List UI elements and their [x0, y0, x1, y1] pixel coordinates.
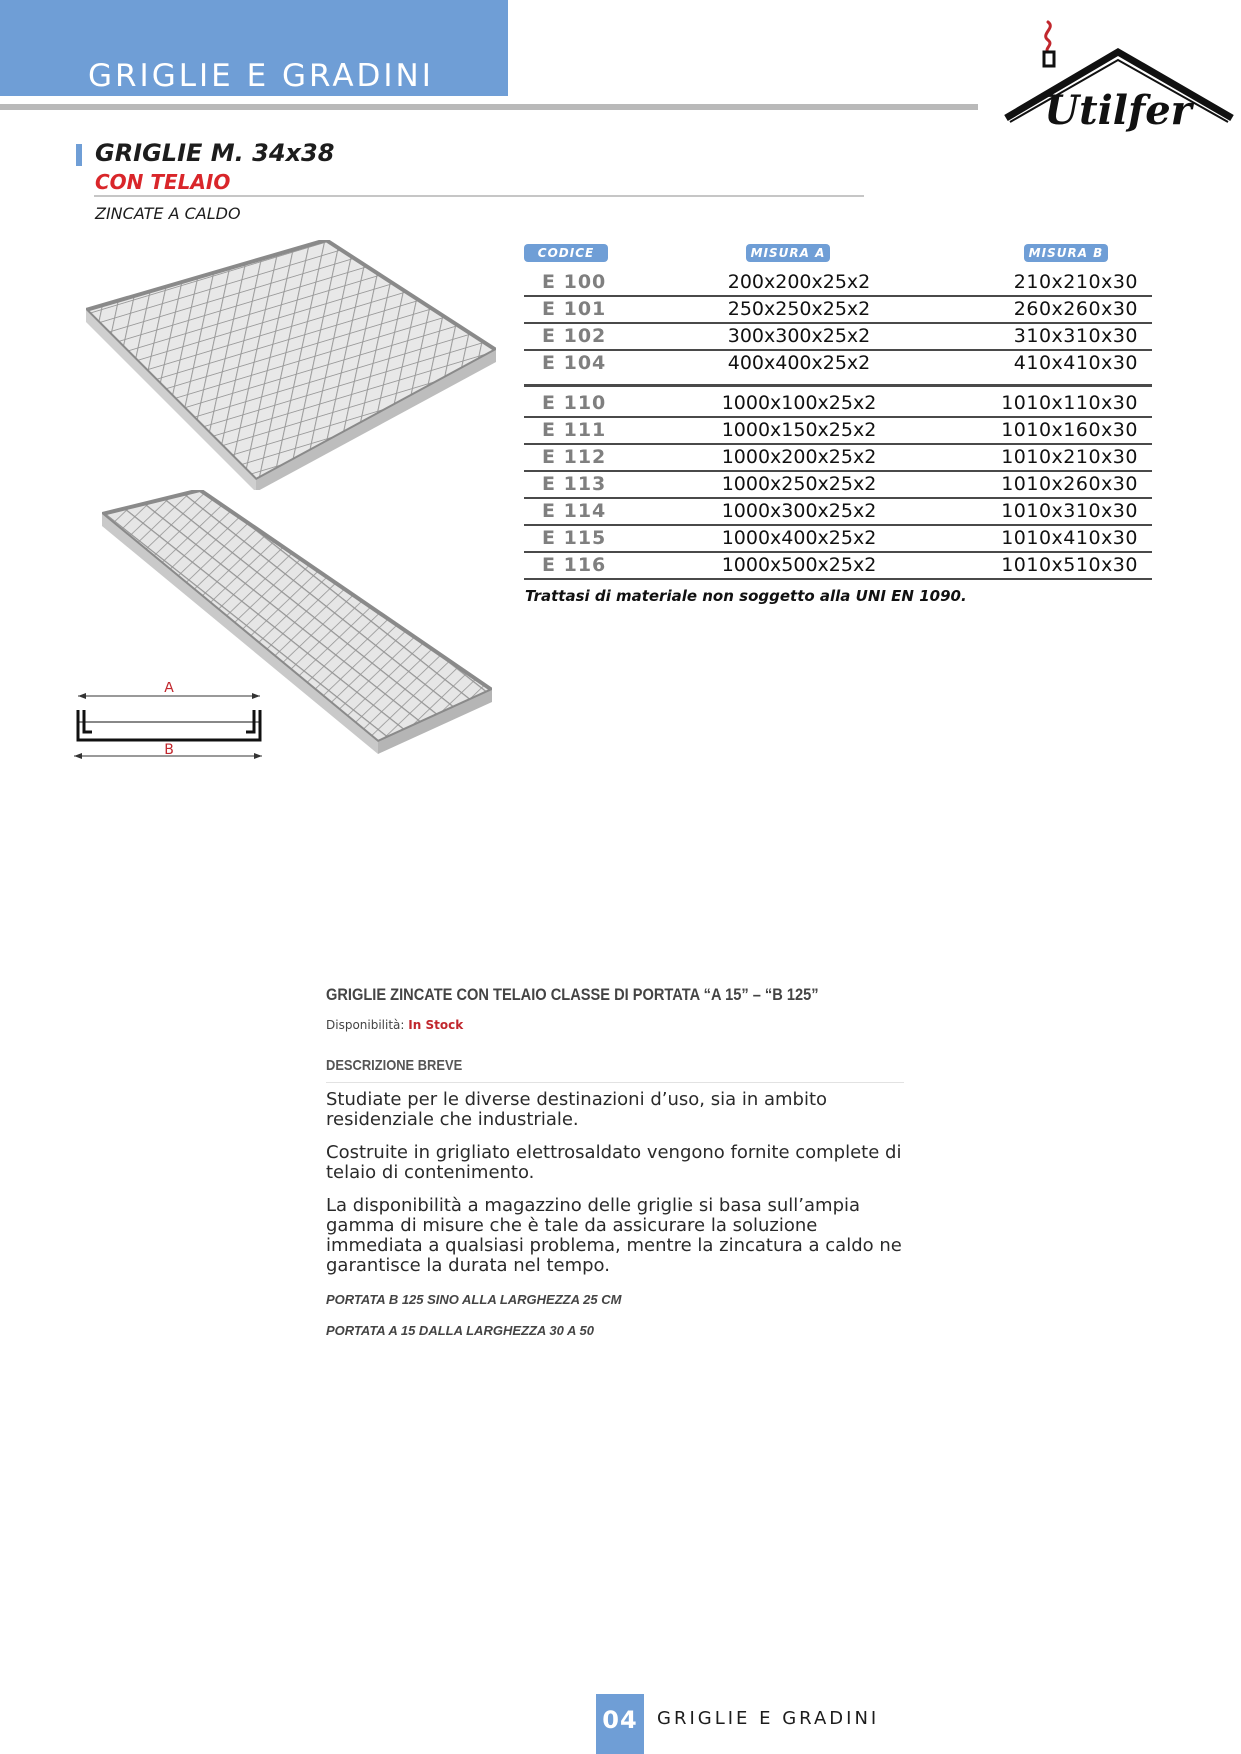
- table-row: [524, 322, 1152, 351]
- availability-label: Disponibilità:: [326, 1018, 405, 1032]
- cell-measure-a: 1000x300x25x2: [721, 500, 877, 522]
- table-header-code: CODICE: [524, 244, 608, 262]
- cell-measure-b: 1010x110x30: [1001, 392, 1138, 414]
- table-header-measure-a: MISURA A: [746, 244, 830, 262]
- table-group-divider: [524, 384, 1152, 387]
- description-paragraph: Studiate per le diverse destinazioni d’uso, sia in ambito residenziale che industriale.: [326, 1089, 828, 1130]
- description-divider: [326, 1082, 904, 1083]
- cell-measure-b: 260x260x30: [1013, 298, 1138, 320]
- section-note: ZINCATE A CALDO: [95, 204, 241, 223]
- svg-text:Utilfer: Utilfer: [1044, 87, 1192, 134]
- cell-measure-a: 400x400x25x2: [727, 352, 871, 374]
- utilfer-logo: [1000, 12, 1236, 148]
- page-number: 04: [602, 1706, 638, 1734]
- cell-code: E 116: [542, 554, 607, 576]
- cell-measure-b: 1010x210x30: [1001, 446, 1138, 468]
- cell-measure-a: 1000x500x25x2: [721, 554, 877, 576]
- load-class-caption: PORTATA B 125 SINO ALLA LARGHEZZA 25 CM: [326, 1292, 622, 1307]
- cell-measure-b: 1010x310x30: [1001, 500, 1138, 522]
- cell-measure-a: 250x250x25x2: [727, 298, 871, 320]
- load-class-caption: PORTATA A 15 DALLA LARGHEZZA 30 A 50: [326, 1323, 594, 1338]
- table-row: [524, 524, 1152, 553]
- cell-code: E 114: [542, 500, 607, 522]
- cell-measure-b: 310x310x30: [1013, 325, 1138, 347]
- cell-measure-b: 1010x160x30: [1001, 419, 1138, 441]
- frame-profile-diagram: [72, 682, 264, 766]
- dimension-label-a: A: [164, 682, 174, 696]
- cell-measure-b: 410x410x30: [1013, 352, 1138, 374]
- cell-measure-a: 1000x200x25x2: [721, 446, 877, 468]
- cell-measure-a: 200x200x25x2: [727, 271, 871, 293]
- table-row: [524, 349, 1152, 376]
- page-number-box: [596, 1694, 644, 1754]
- cell-code: E 110: [542, 392, 607, 414]
- cell-measure-a: 1000x400x25x2: [721, 527, 877, 549]
- description-heading: DESCRIZIONE BREVE: [326, 1057, 463, 1074]
- cell-code: E 115: [542, 527, 607, 549]
- table-row: [524, 295, 1152, 324]
- cell-code: E 102: [542, 325, 607, 347]
- header-title: GRIGLIE E GRADINI: [88, 58, 434, 94]
- cell-code: E 113: [542, 473, 607, 495]
- cell-code: E 104: [542, 352, 607, 374]
- table-row: [524, 416, 1152, 445]
- cell-code: E 111: [542, 419, 607, 441]
- table-row: [524, 443, 1152, 472]
- table-row: [524, 470, 1152, 499]
- cell-measure-a: 1000x250x25x2: [721, 473, 877, 495]
- cell-code: E 101: [542, 298, 607, 320]
- description-paragraph: La disponibilità a magazzino delle griglie si basa sull’ampia gamma di misure che è tale da assicurare la soluzione immediata a qualsiasi problema, mentre la zincatura a caldo ne garantisce la durata nel tempo.: [326, 1195, 902, 1276]
- cell-measure-b: 1010x510x30: [1001, 554, 1138, 576]
- cell-measure-b: 1010x260x30: [1001, 473, 1138, 495]
- cell-code: E 100: [542, 271, 607, 293]
- header-divider: [0, 104, 978, 110]
- cell-measure-a: 1000x150x25x2: [721, 419, 877, 441]
- table-row: [524, 497, 1152, 526]
- cell-measure-b: 210x210x30: [1013, 271, 1138, 293]
- table-row: [524, 551, 1152, 580]
- cell-measure-b: 1010x410x30: [1001, 527, 1138, 549]
- product-title: GRIGLIE ZINCATE CON TELAIO CLASSE DI PORTATA “A 15” – “B 125”: [326, 985, 819, 1004]
- cell-measure-a: 300x300x25x2: [727, 325, 871, 347]
- dimension-label-b: B: [164, 742, 174, 758]
- table-header-measure-b: MISURA B: [1024, 244, 1108, 262]
- square-grate-image: [86, 240, 496, 490]
- availability-status: In Stock: [408, 1018, 464, 1032]
- description-paragraph: Costruite in grigliato elettrosaldato vengono fornite complete di telaio di contenimento.: [326, 1142, 902, 1183]
- table-row: [524, 268, 1152, 297]
- table-row: [524, 389, 1152, 418]
- section-title: GRIGLIE M. 34x38: [95, 139, 335, 167]
- availability: [326, 1018, 463, 1032]
- footer-section-title: GRIGLIE E GRADINI: [657, 1708, 880, 1729]
- cell-code: E 112: [542, 446, 607, 468]
- section-accent-bar: [76, 144, 82, 166]
- table-footnote: Trattasi di materiale non soggetto alla UNI EN 1090.: [525, 587, 967, 605]
- section-subtitle: CON TELAIO: [95, 170, 231, 194]
- section-divider: [94, 195, 864, 197]
- cell-measure-a: 1000x100x25x2: [721, 392, 877, 414]
